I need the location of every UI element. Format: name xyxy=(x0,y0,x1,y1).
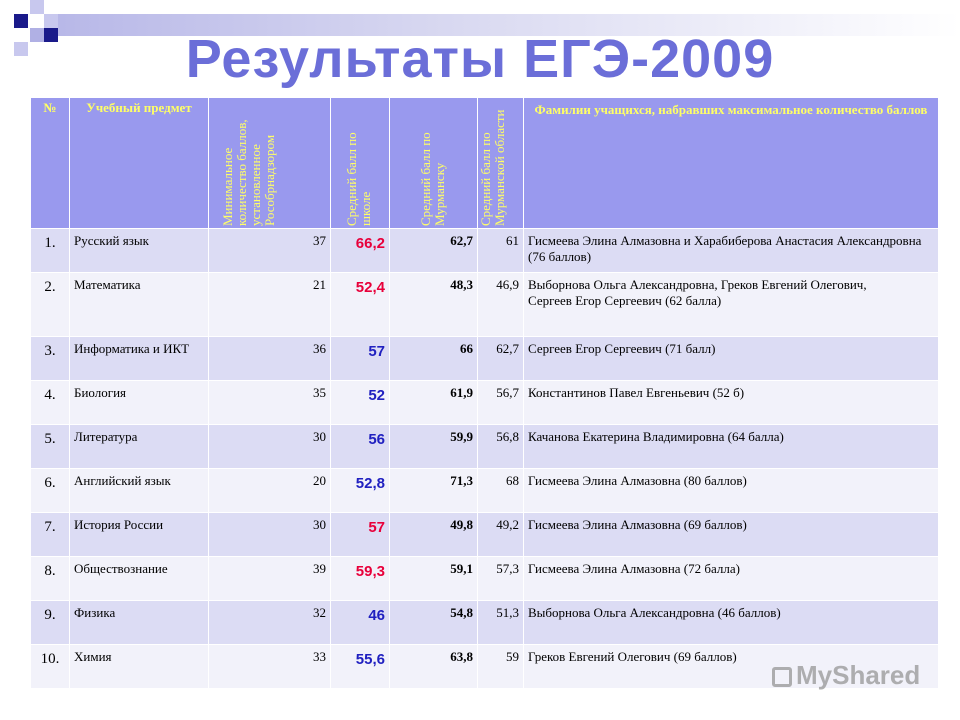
row-city-avg: 59,1 xyxy=(390,557,478,601)
row-region-avg: 61 xyxy=(478,229,524,273)
row-num: 7. xyxy=(31,513,70,557)
row-school-avg: 46 xyxy=(331,601,390,645)
row-region-avg: 56,8 xyxy=(478,425,524,469)
row-region-avg: 56,7 xyxy=(478,381,524,425)
row-subject: Русский язык xyxy=(70,229,209,273)
row-city-avg: 49,8 xyxy=(390,513,478,557)
row-num: 1. xyxy=(31,229,70,273)
table-header-row xyxy=(31,98,939,229)
myshared-logo-icon xyxy=(772,667,792,687)
row-num: 5. xyxy=(31,425,70,469)
row-city-avg: 71,3 xyxy=(390,469,478,513)
row-num: 10. xyxy=(31,645,70,689)
row-top-students: Греков Евгений Олегович (69 баллов) xyxy=(524,645,939,689)
row-min-score: 39 xyxy=(209,557,331,601)
row-school-avg: 66,2 xyxy=(331,229,390,273)
deco-square xyxy=(14,14,28,28)
row-subject: Химия xyxy=(70,645,209,689)
watermark xyxy=(772,660,920,691)
row-min-score: 33 xyxy=(209,645,331,689)
table-row xyxy=(31,273,939,337)
row-city-avg: 63,8 xyxy=(390,645,478,689)
row-top-students: Качанова Екатерина Владимировна (64 балла) xyxy=(524,425,939,469)
header-school xyxy=(331,98,390,229)
row-subject: Информатика и ИКТ xyxy=(70,337,209,381)
table-row xyxy=(31,425,939,469)
row-num: 2. xyxy=(31,273,70,337)
row-school-avg: 59,3 xyxy=(331,557,390,601)
row-top-students: Гисмеева Элина Алмазовна (69 баллов) xyxy=(524,513,939,557)
table-row xyxy=(31,381,939,425)
row-top-students: Гисмеева Элина Алмазовна (80 баллов) xyxy=(524,469,939,513)
table-row xyxy=(31,229,939,273)
table-row xyxy=(31,557,939,601)
row-region-avg: 62,7 xyxy=(478,337,524,381)
row-top-students: Выборнова Ольга Александровна (46 баллов) xyxy=(524,601,939,645)
row-region-avg: 51,3 xyxy=(478,601,524,645)
watermark-text: MyShared xyxy=(796,660,921,690)
row-region-avg: 49,2 xyxy=(478,513,524,557)
row-min-score: 32 xyxy=(209,601,331,645)
row-city-avg: 59,9 xyxy=(390,425,478,469)
page-title: Результаты ЕГЭ-2009 xyxy=(185,29,775,89)
row-school-avg: 52 xyxy=(331,381,390,425)
deco-square xyxy=(44,14,58,28)
header-subject: Учебный предмет xyxy=(70,98,209,229)
row-min-score: 21 xyxy=(209,273,331,337)
row-top-students: Константинов Павел Евгеньевич (52 б) xyxy=(524,381,939,425)
header-city-text: Средний балл по Мурманску xyxy=(417,132,447,226)
row-school-avg: 52,8 xyxy=(331,469,390,513)
header-num: № xyxy=(31,98,70,229)
deco-square xyxy=(30,0,44,14)
row-min-score: 37 xyxy=(209,229,331,273)
row-min-score: 20 xyxy=(209,469,331,513)
row-num: 3. xyxy=(31,337,70,381)
header-names: Фамилии учащихся, набравших максимальное количество баллов xyxy=(524,98,939,229)
header-region-text: Средний балл по Мурманской области xyxy=(477,109,507,226)
row-region-avg: 59 xyxy=(478,645,524,689)
header-school-text: Средний балл по школе xyxy=(344,132,373,226)
row-min-score: 35 xyxy=(209,381,331,425)
header-min-text: Минимальное количество баллов, установленное Рособрнадзором xyxy=(219,119,277,226)
row-num: 6. xyxy=(31,469,70,513)
row-city-avg: 62,7 xyxy=(390,229,478,273)
header-city xyxy=(390,98,478,229)
row-school-avg: 52,4 xyxy=(331,273,390,337)
row-top-students: Сергеев Егор Сергеевич (71 балл) xyxy=(524,337,939,381)
row-subject: Физика xyxy=(70,601,209,645)
row-city-avg: 48,3 xyxy=(390,273,478,337)
header-min xyxy=(209,98,331,229)
results-table xyxy=(30,97,939,689)
row-subject: Обществознание xyxy=(70,557,209,601)
row-city-avg: 61,9 xyxy=(390,381,478,425)
table-row xyxy=(31,469,939,513)
row-subject: Литература xyxy=(70,425,209,469)
row-top-students: Гисмеева Элина Алмазовна (72 балла) xyxy=(524,557,939,601)
row-region-avg: 46,9 xyxy=(478,273,524,337)
row-city-avg: 66 xyxy=(390,337,478,381)
row-school-avg: 56 xyxy=(331,425,390,469)
row-num: 8. xyxy=(31,557,70,601)
row-num: 9. xyxy=(31,601,70,645)
table-row xyxy=(31,337,939,381)
header-region xyxy=(478,98,524,229)
table-row xyxy=(31,601,939,645)
row-min-score: 30 xyxy=(209,425,331,469)
row-school-avg: 57 xyxy=(331,337,390,381)
row-subject: Английский язык xyxy=(70,469,209,513)
row-school-avg: 57 xyxy=(331,513,390,557)
row-top-students: Выборнова Ольга Александровна, Греков Евгений Олегович, Сергеев Егор Сергеевич (62 балла) xyxy=(524,273,939,337)
row-top-students: Гисмеева Элина Алмазовна и Харабиберова Анастасия Александровна (76 баллов) xyxy=(524,229,939,273)
row-subject: Математика xyxy=(70,273,209,337)
row-min-score: 36 xyxy=(209,337,331,381)
row-region-avg: 68 xyxy=(478,469,524,513)
row-region-avg: 57,3 xyxy=(478,557,524,601)
row-city-avg: 54,8 xyxy=(390,601,478,645)
row-subject: История России xyxy=(70,513,209,557)
row-school-avg: 55,6 xyxy=(331,645,390,689)
row-subject: Биология xyxy=(70,381,209,425)
row-min-score: 30 xyxy=(209,513,331,557)
row-num: 4. xyxy=(31,381,70,425)
table-row xyxy=(31,513,939,557)
